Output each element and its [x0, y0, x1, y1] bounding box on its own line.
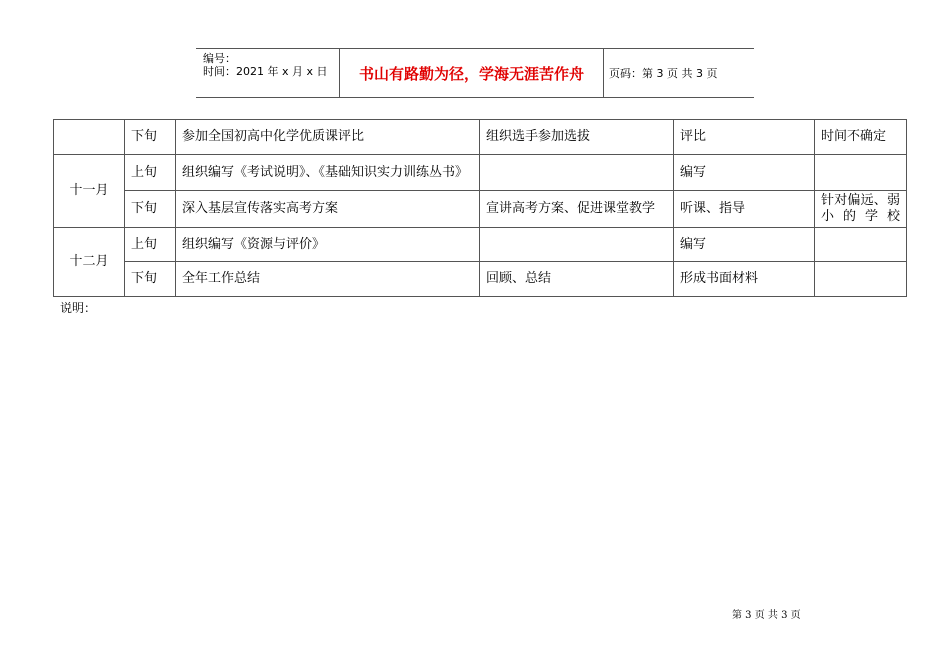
form-cell: 编写	[674, 228, 815, 262]
header-motto-cell	[339, 49, 604, 97]
header-page-cell	[603, 49, 754, 97]
table-row	[54, 228, 907, 262]
form-cell: 评比	[674, 120, 815, 155]
number-label: 编号：	[203, 52, 236, 65]
measure-cell: 组织选手参加选拔	[480, 120, 674, 155]
remark-cell: 时间不确定	[815, 120, 907, 155]
content-cell: 参加全国初高中化学优质课评比	[176, 120, 480, 155]
month-cell: 十二月	[54, 228, 125, 297]
table-row	[54, 120, 907, 155]
form-cell: 形成书面材料	[674, 262, 815, 297]
document-header	[196, 48, 754, 98]
measure-cell	[480, 155, 674, 191]
page-footer: 第 3 页 共 3 页	[732, 610, 801, 621]
content-cell: 全年工作总结	[176, 262, 480, 297]
month-cell: 十一月	[54, 155, 125, 228]
table-row	[54, 155, 907, 191]
period-cell: 下旬	[125, 120, 176, 155]
period-cell: 上旬	[125, 155, 176, 191]
header-left-cell	[196, 49, 339, 97]
page-number-label: 页码：第 3 页 共 3 页	[609, 67, 718, 80]
note-label: 说明：	[60, 301, 97, 315]
table-row	[54, 262, 907, 297]
form-cell: 听课、指导	[674, 191, 815, 228]
motto: 书山有路勤为径，学海无涯苦作舟	[358, 64, 584, 83]
remark-cell	[815, 155, 907, 191]
work-plan-table	[53, 119, 907, 297]
period-cell: 下旬	[125, 262, 176, 297]
content-cell: 组织编写《考试说明》、《基础知识实力训练丛书》	[176, 155, 480, 191]
time-label: 时间：2021 年 x 月 x 日	[203, 65, 328, 78]
period-cell: 上旬	[125, 228, 176, 262]
content-cell: 组织编写《资源与评价》	[176, 228, 480, 262]
remark-cell	[815, 228, 907, 262]
remark-cell: 针对偏远、弱小的学校	[815, 191, 907, 228]
table-row	[54, 191, 907, 228]
measure-cell: 宣讲高考方案、促进课堂教学	[480, 191, 674, 228]
period-cell: 下旬	[125, 191, 176, 228]
measure-cell: 回顾、总结	[480, 262, 674, 297]
measure-cell	[480, 228, 674, 262]
month-cell	[54, 120, 125, 155]
remark-cell	[815, 262, 907, 297]
form-cell: 编写	[674, 155, 815, 191]
content-cell: 深入基层宣传落实高考方案	[176, 191, 480, 228]
